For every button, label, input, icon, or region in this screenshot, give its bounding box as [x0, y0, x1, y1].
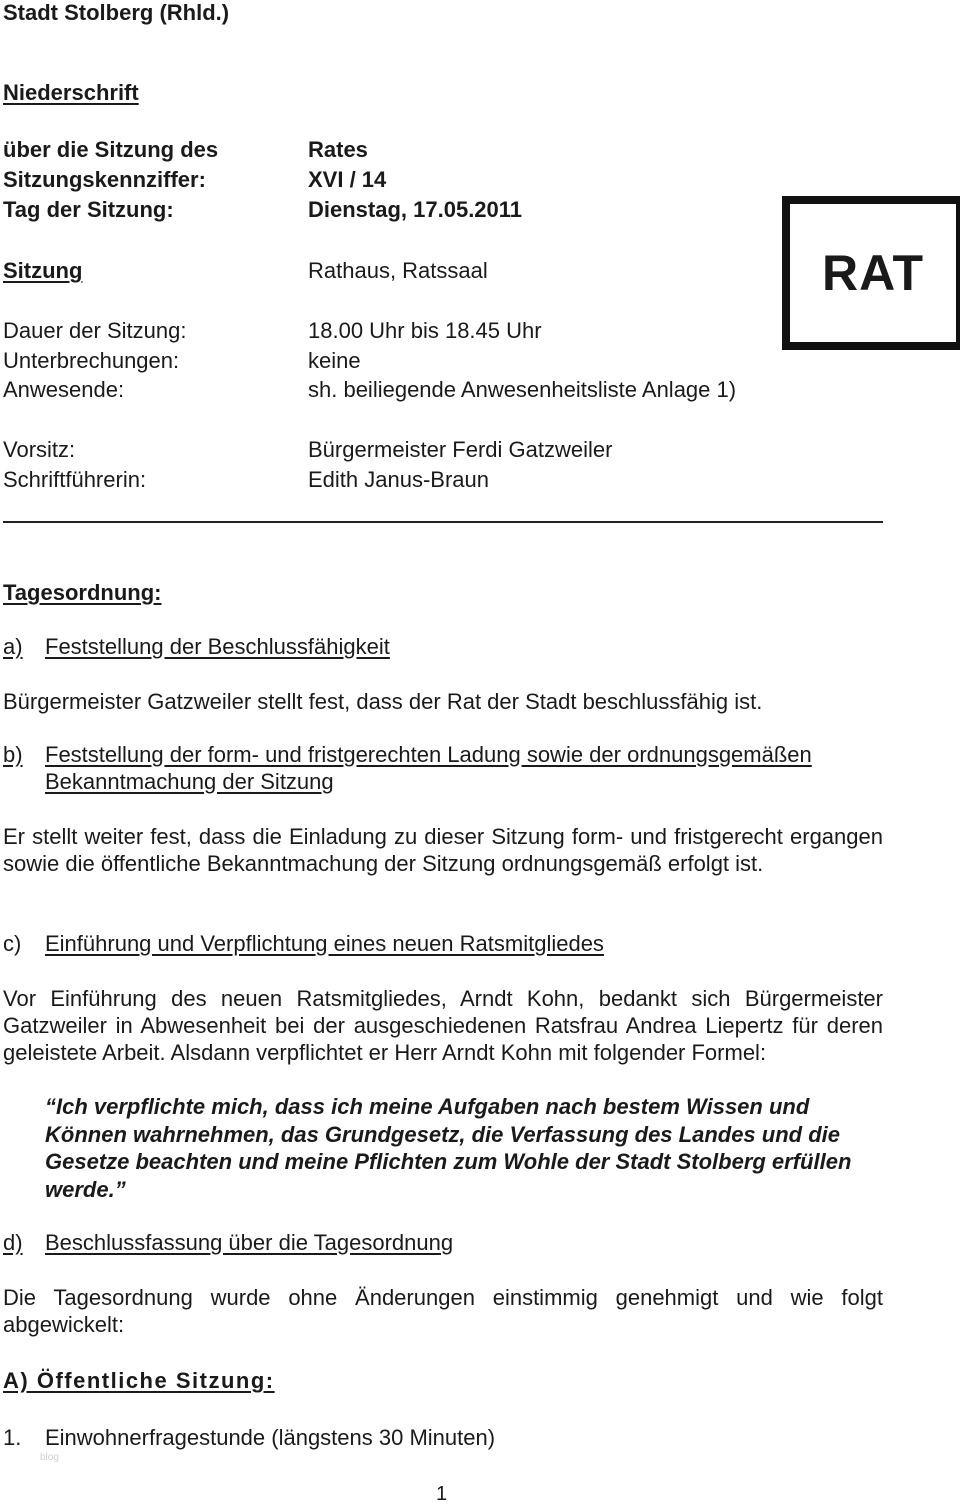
agenda-item-c-title: Einführung und Verpflichtung eines neuen Ratsmitgliedes	[45, 931, 604, 956]
city-title: Stadt Stolberg (Rhld.)	[3, 0, 230, 25]
meta-label-chair: Vorsitz:	[3, 437, 76, 462]
horizontal-divider	[3, 521, 883, 523]
page-number: 1	[436, 1483, 448, 1505]
meta-label-session-of: über die Sitzung des	[3, 137, 219, 162]
agenda-item-d-title: Beschlussfassung über die Tagesordnung	[45, 1230, 454, 1255]
meta-value-attendees: sh. beiliegende Anwesenheitsliste Anlage 1)	[308, 377, 737, 402]
agenda-item-b-marker: b)	[3, 742, 23, 767]
meta-label-recorder: Schriftführerin:	[3, 467, 147, 492]
meta-label-session-code: Sitzungskennziffer:	[3, 167, 206, 192]
meta-value-chair: Bürgermeister Ferdi Gatzweiler	[308, 437, 613, 462]
agenda-item-b-text: Er stellt weiter fest, dass die Einladung zu dieser Sitzung form- und fristgerecht ergangen sowie die öffentliche Bekanntmachung der Sitzung ordnungsgemäß erfolgt ist.	[3, 824, 883, 876]
meta-value-duration: 18.00 Uhr bis 18.45 Uhr	[308, 318, 542, 343]
meta-value-session-of: Rates	[308, 137, 368, 162]
document-type-title: Niederschrift	[3, 80, 139, 105]
agenda-heading: Tagesordnung:	[3, 580, 162, 605]
meta-label-interruptions: Unterbrechungen:	[3, 348, 180, 373]
meta-value-session-date: Dienstag, 17.05.2011	[308, 197, 523, 222]
agenda-item-b-title-line2: Bekanntmachung der Sitzung	[45, 769, 334, 794]
agenda-item-a-text: Bürgermeister Gatzweiler stellt fest, dass der Rat der Stadt beschlussfähig ist.	[3, 689, 763, 714]
agenda-item-d-text: Die Tagesordnung wurde ohne Änderungen einstimmig genehmigt und wie folgt abgewickelt:	[3, 1285, 883, 1337]
meta-value-session-code: XVI / 14	[308, 167, 387, 192]
agenda-item-c-text: Vor Einführung des neuen Ratsmitgliedes, Arndt Kohn, bedankt sich Bürgermeister Gatzweiler in Abwesenheit bei der ausgeschiedenen Ratsfrau Andrea Liepertz für deren geleistete Arbeit. Alsdann verpflichtet er Herr Arndt Kohn mit folgender Formel:	[3, 986, 883, 1065]
meta-label-attendees: Anwesende:	[3, 377, 125, 402]
meta-value-recorder: Edith Janus-Braun	[308, 467, 489, 492]
agenda-item-c-marker: c)	[3, 931, 22, 956]
section-public-session-heading: A) Öffentliche Sitzung:	[3, 1368, 275, 1393]
agenda-item-a-title: Feststellung der Beschlussfähigkeit	[45, 634, 390, 659]
oath-formula-quote: “Ich verpflichte mich, dass ich meine Aufgaben nach bestem Wissen und Können wahrnehmen, das Grundgesetz, die Verfassung des Landes und die Gesetze beachten und meine Pflichten zum Wohle der Stadt Stolberg erfüllen werde.”	[45, 1094, 852, 1202]
meta-label-location: Sitzung	[3, 258, 83, 283]
rat-stamp-box	[782, 196, 960, 350]
watermark-text: blog	[40, 1452, 59, 1463]
rat-stamp-label: RAT	[821, 245, 925, 301]
agenda-item-b-title-line1: Feststellung der form- und fristgerechten Ladung sowie der ordnungsgemäßen	[45, 742, 812, 767]
agenda-item-1-marker: 1.	[3, 1425, 22, 1450]
meta-value-interruptions: keine	[308, 348, 361, 373]
agenda-item-d-marker: d)	[3, 1230, 23, 1255]
meta-value-location: Rathaus, Ratssaal	[308, 258, 488, 283]
agenda-item-a-marker: a)	[3, 634, 23, 659]
meta-label-duration: Dauer der Sitzung:	[3, 318, 187, 343]
agenda-item-1-title: Einwohnerfragestunde (längstens 30 Minuten)	[45, 1425, 496, 1450]
meta-label-session-date: Tag der Sitzung:	[3, 197, 174, 222]
